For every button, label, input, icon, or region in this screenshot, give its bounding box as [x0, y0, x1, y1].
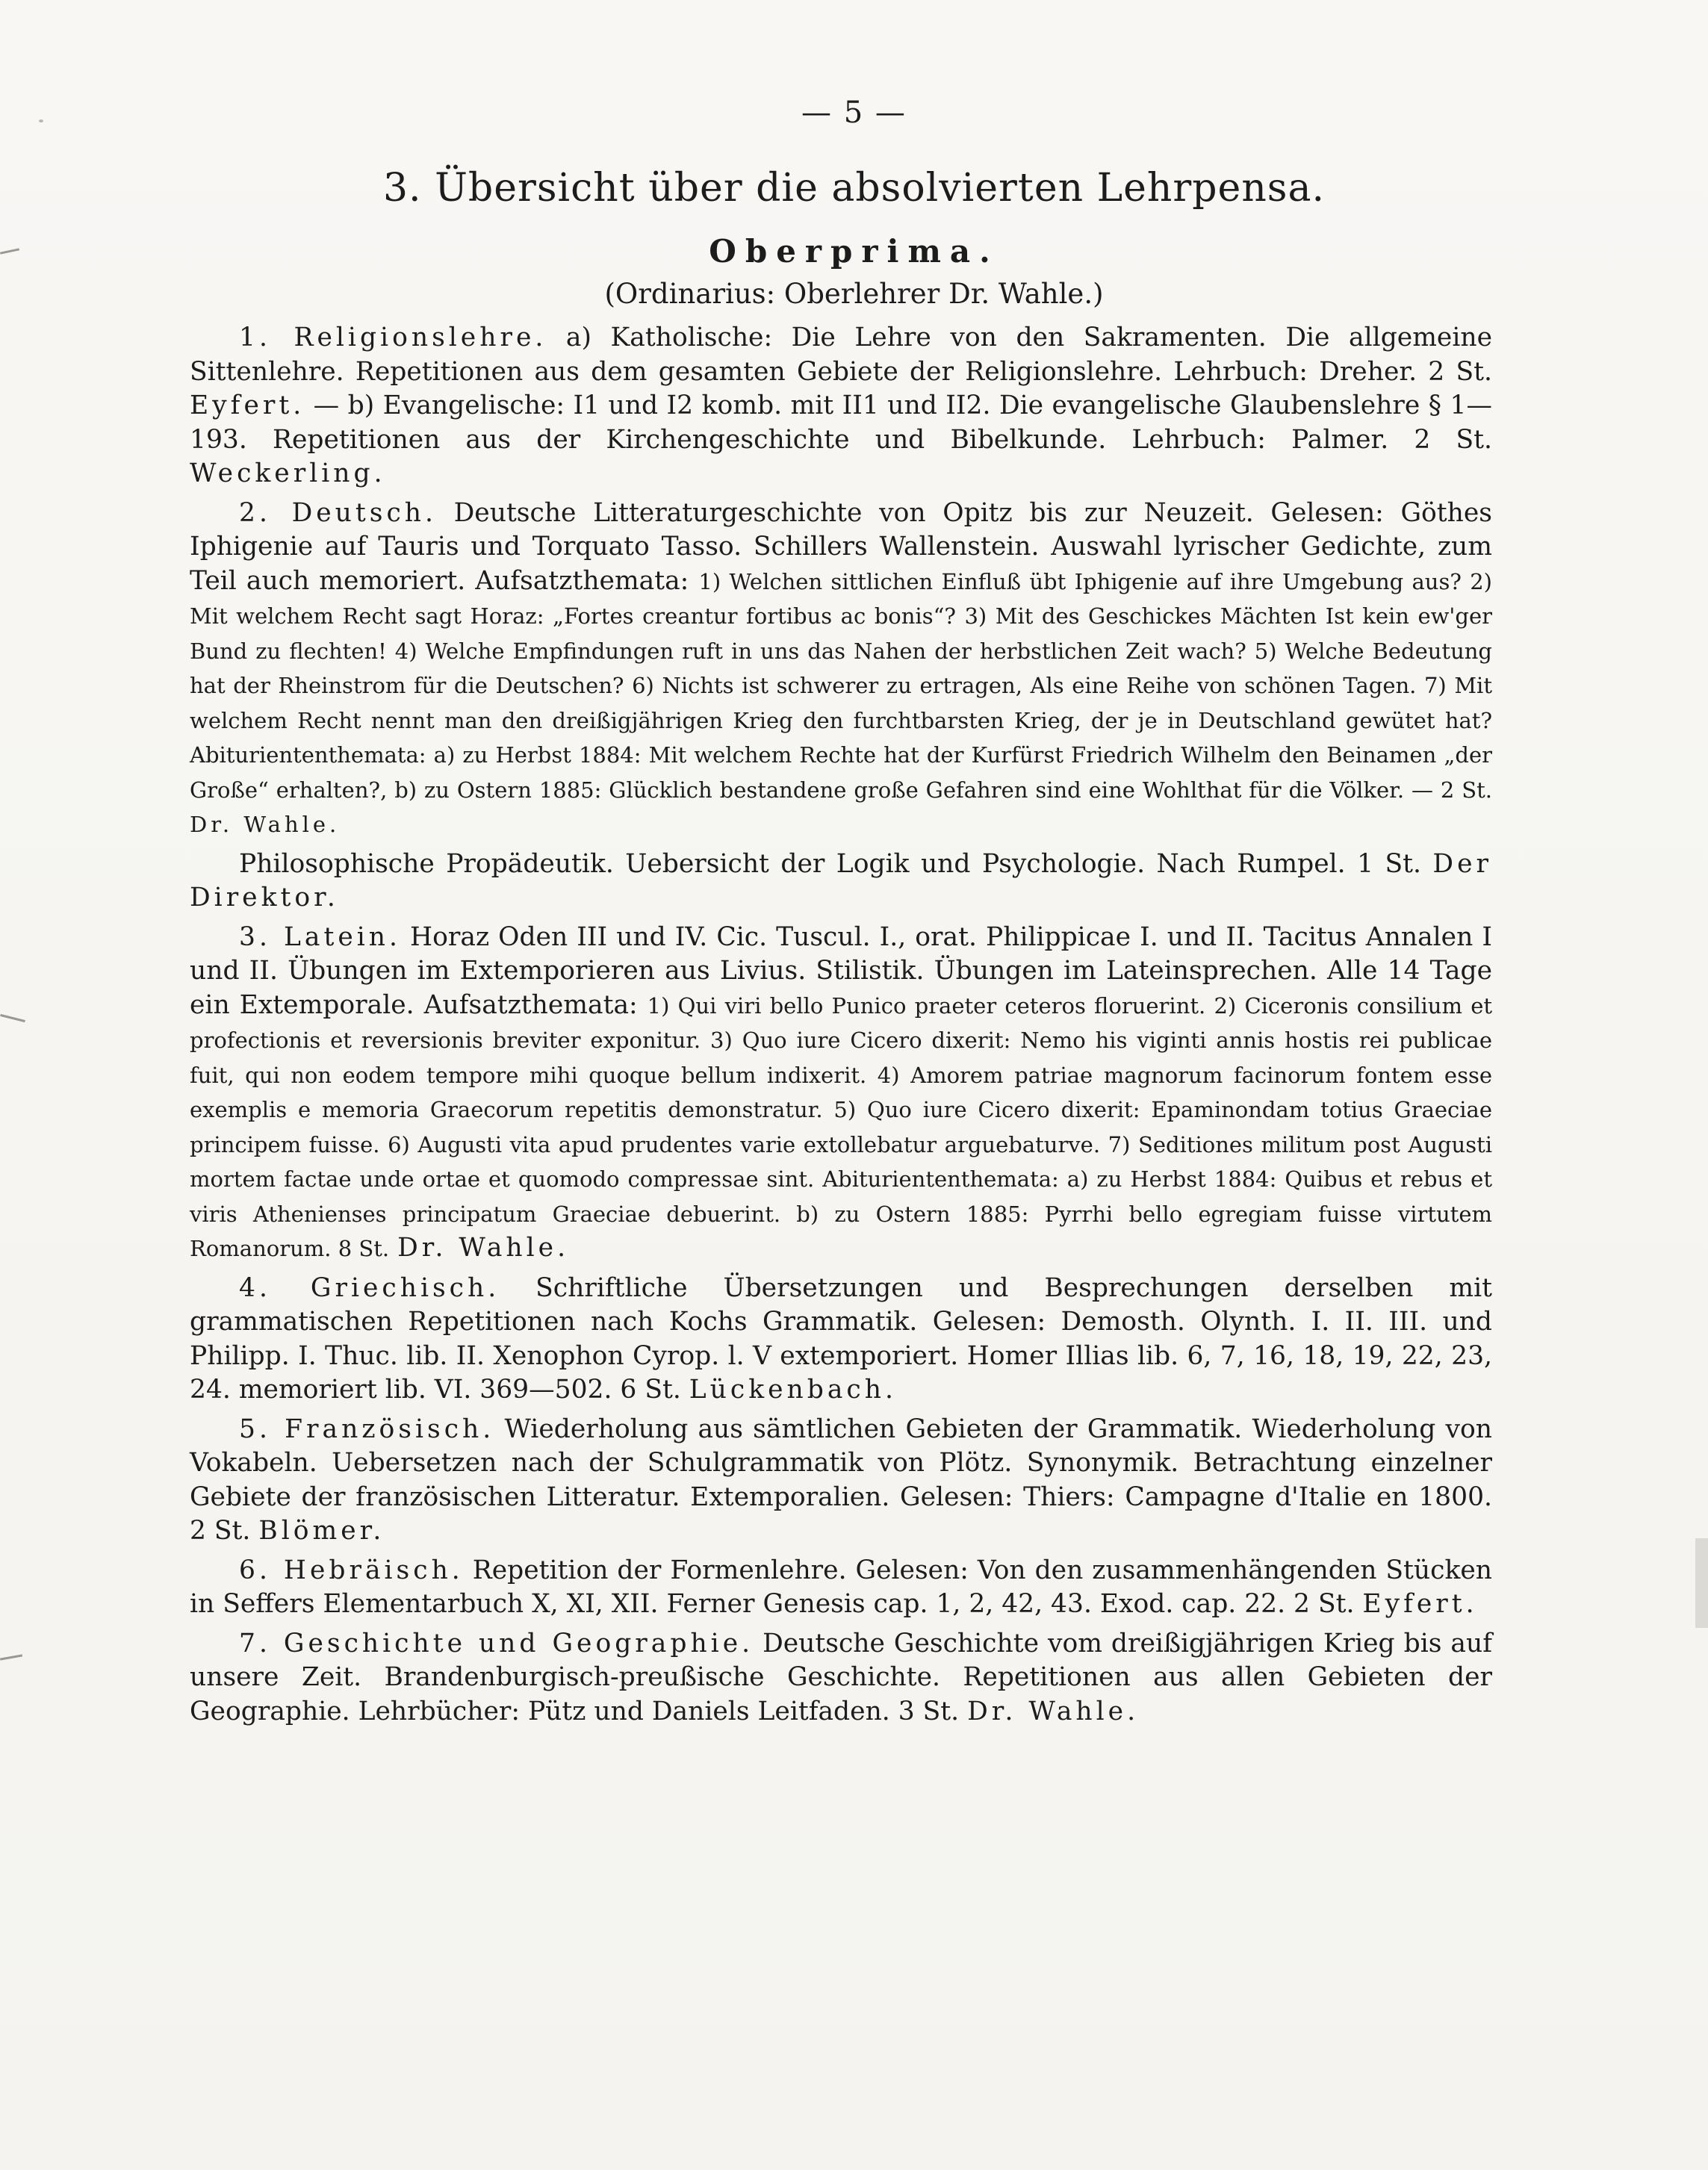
ordinarius-note: (Ordinarius: Oberlehrer Dr. Wahle.) [604, 278, 1104, 310]
subject-heading: Philosophische Propädeutik. [239, 848, 614, 879]
teacher-name: Eyfert. [190, 391, 305, 420]
subject-hebrew [190, 1554, 1492, 1622]
teacher-name: Lückenbach. [689, 1375, 897, 1405]
subject-heading: 4. Griechisch. [239, 1272, 500, 1303]
class-heading: Oberprima. [709, 233, 999, 270]
section-title: 3. Übersicht über die absolvierten Lehrpensa. [382, 166, 1326, 211]
subject-philosophy [190, 848, 1492, 915]
page-number: — 5 — [801, 96, 907, 130]
subject-text-b: — b) Evangelische: I1 und I2 komb. mit II1 und II2. Die evangelische Glaubenslehre § 1—193. Repetitionen aus der Kirchengeschichte und Bibelkunde. Lehrbuch: Palmer. 2 St. [190, 391, 1492, 455]
subject-text: Horaz Oden III und IV. Cic. Tuscul. I., orat. Philippicae I. und II. Tacitus Annalen I und II. Übungen im Extemporieren aus Livius. Stilistik. Übungen im Lateinsprechen. Alle 14 Tage ein Extemporale. Aufsatzthemata: [190, 921, 1492, 1020]
scan-edge-mark [0, 1014, 25, 1022]
scan-edge-mark [0, 1654, 22, 1660]
subject-history-geography [190, 1627, 1492, 1729]
teacher-name: Dr. Wahle. [190, 812, 341, 837]
subject-text: Wiederholung aus sämtlichen Gebieten der Grammatik. Wiederholung von Vokabeln. Uebersetzen nach der Schulgrammatik von Plötz. Synonymik. Betrachtung einzelner Gebiete der französischen Litteratur. Extemporalien. Gelesen: Thiers: Campagne d'Italie en 1800. 2 St. [190, 1414, 1492, 1546]
subject-text: a) Katholische: Die Lehre von den Sakramenten. Die allgemeine Sittenlehre. Repetitionen aus dem gesamten Gebiete der Religionslehre. Lehrbuch: Dreher. 2 St. [190, 323, 1492, 387]
teacher-name: Dr. Wahle. [967, 1696, 1140, 1726]
subject-heading: 1. Religionslehre. [239, 323, 547, 352]
teacher-name: Dr. Wahle. [397, 1233, 570, 1263]
subject-text: Schriftliche Übersetzungen und Besprechungen derselben mit grammatischen Repetitionen nach Kochs Grammatik. Gelesen: Demosth. Olynth. I. II. III. und Philipp. I. Thuc. lib. II. Xenophon Cyrop. l. V extemporiert. Homer Illias lib. 6, 7, 16, 18, 19, 22, 23, 24. memoriert lib. VI. 369—502. 6 St. [190, 1272, 1492, 1405]
subject-french [190, 1413, 1492, 1549]
subject-latin [190, 921, 1492, 1266]
subject-religion [190, 321, 1492, 491]
teacher-name: Der Direktor. [190, 848, 1492, 913]
subject-heading: 5. Französisch. [239, 1414, 495, 1444]
subject-heading: 2. Deutsch. [239, 497, 437, 528]
subject-greek [190, 1272, 1492, 1408]
essay-topics: 1) Welchen sittlichen Einfluß übt Iphigenie auf ihre Umgebung aus? 2) Mit welchem Recht sagt Horaz: „Fortes creantur fortibus ac bonis“? 3) Mit des Geschickes Mächten Ist kein ew'ger Bund zu flechten! 4) Welche Empfindungen ruft in uns das Nahen der herbstlichen Zeit wach? 5) Welche Bedeutung hat der Rheinstrom für die Deutschen? 6) Nichts ist schwerer zu ertragen, Als eine Reihe von schönen Tagen. 7) Mit welchem Recht nennt man den dreißigjährigen Krieg den furchtbarsten Krieg, der je in Deutschland gewütet hat? Abituriententhemata: a) zu Herbst 1884: Mit welchem Rechte hat der Kurfürst Friedrich Wilhelm den Beinamen „der Große“ erhalten?, b) zu Ostern 1885: Glücklich bestandene große Gefahren sind eine Wohlthat für die Völker. — 2 St. [190, 568, 1492, 803]
subject-heading: 6. Hebräisch. [239, 1555, 464, 1585]
subject-heading: 3. Latein. [239, 921, 401, 952]
subject-heading: 7. Geschichte und Geographie. [239, 1628, 754, 1658]
subject-german [190, 497, 1492, 842]
subject-text: Uebersicht der Logik und Psychologie. Nach Rumpel. 1 St. [625, 848, 1421, 879]
scan-edge-shadow [1695, 1538, 1708, 1628]
subject-text: Deutsche Geschichte vom dreißigjährigen Krieg bis auf unsere Zeit. Brandenburgisch-preußische Geschichte. Repetitionen aus allen Gebieten der Geographie. Lehrbücher: Pütz und Daniels Leitfaden. 3 St. [190, 1628, 1492, 1726]
teacher-name: Weckerling. [190, 458, 386, 488]
essay-topics: 1) Qui viri bello Punico praeter ceteros floruerint. 2) Ciceronis consilium et profectionis et reversionis breviter exponitur. 3) Quo iure Cicero dixerit: Nemo his viginti annis hostis rei publicae fuit, qui non eodem tempore mihi quoque bellum indixerit. 4) Amorem patriae magnorum facinorum fontem esse exemplis e memoria Graecorum repetitis demonstratur. 5) Quo iure Cicero dixerit: Epaminondam totius Graeciae principem fuisse. 6) Augusti vita apud prudentes varie extollebatur arguebaturve. 7) Seditiones militum post Augusti mortem factae unde ortae et quomodo compressae sint. Abituriententhemata: a) zu Herbst 1884: Quibus et rebus et viris Athenienses principatum Graeciae debuerint. b) zu Ostern 1885: Pyrrhi bello egregiam fuisse virtutem Romanorum. 8 St. [190, 992, 1493, 1261]
document-body [190, 321, 1492, 1734]
teacher-name: Eyfert. [1362, 1589, 1478, 1619]
teacher-name: Blömer. [258, 1516, 385, 1546]
subject-text: Repetition der Formenlehre. Gelesen: Von den zusammenhängenden Stücken in Seffers Elementarbuch X, XI, XII. Ferner Genesis cap. 1, 2, 42, 43. Exod. cap. 22. 2 St. [190, 1555, 1492, 1619]
subject-text: Deutsche Litteraturgeschichte von Opitz bis zur Neuzeit. Gelesen: Göthes Iphigenie auf Tauris und Torquato Tasso. Schillers Wallenstein. Auswahl lyrischer Gedichte, zum Teil auch memoriert. Aufsatzthemata: [190, 497, 1492, 596]
